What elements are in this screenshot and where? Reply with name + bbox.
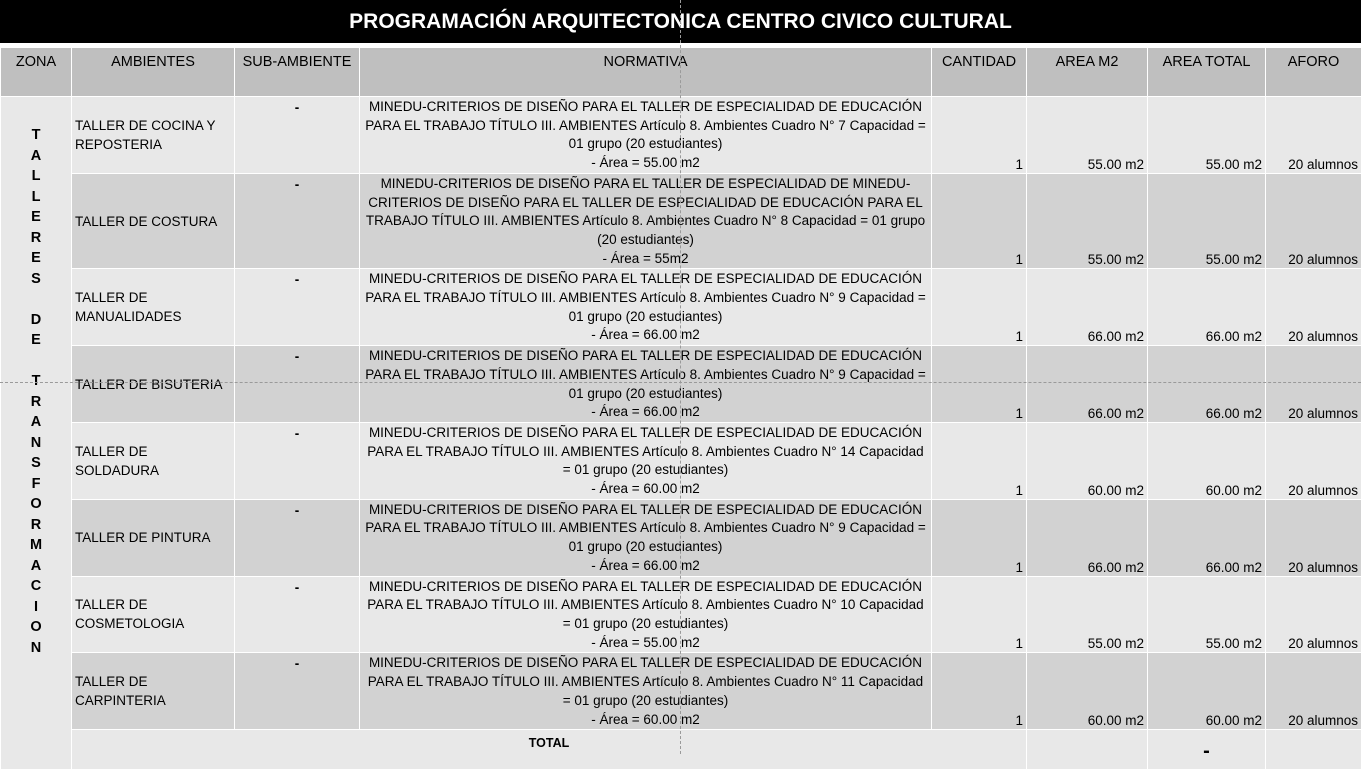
area-total-cell: 55.00 m2 xyxy=(1148,576,1266,653)
normativa-text: MINEDU-CRITERIOS DE DISEÑO PARA EL TALLER DE ESPECIALIDAD DE EDUCACIÓN PARA EL TRABAJO TÍTULO III. AMBIENTES Artículo 8. Ambientes Cuadro N° 11 Capacidad = 01 grupo (20 estudiantes) xyxy=(368,655,923,707)
zone-label-letter: D xyxy=(1,310,71,331)
normativa-area: - Área = 55.00 m2 xyxy=(591,635,699,650)
zone-label-space xyxy=(1,289,71,310)
area-cell: 66.00 m2 xyxy=(1027,269,1148,346)
cantidad-cell: 1 xyxy=(932,499,1027,576)
header-area-total: AREA TOTAL xyxy=(1148,48,1266,97)
cantidad-cell: 1 xyxy=(932,269,1027,346)
zone-label-letter: A xyxy=(1,556,71,577)
normativa-area: - Área = 66.00 m2 xyxy=(591,404,699,419)
page-guide-horizontal xyxy=(0,382,1361,383)
area-cell: 55.00 m2 xyxy=(1027,576,1148,653)
normativa-area: - Área = 60.00 m2 xyxy=(591,481,699,496)
zone-label-letter: A xyxy=(1,412,71,433)
zone-label-letter: O xyxy=(1,494,71,515)
zone-label-letter: L xyxy=(1,166,71,187)
normativa-text: MINEDU-CRITERIOS DE DISEÑO PARA EL TALLER DE ESPECIALIDAD DE EDUCACIÓN PARA EL TRABAJO TÍTULO III. AMBIENTES Artículo 8. Ambientes Cuadro N° 9 Capacidad = 01 grupo (20 estudiantes) xyxy=(365,502,926,554)
sub-ambiente-cell: - xyxy=(235,346,360,423)
aforo-cell: 20 alumnos xyxy=(1266,422,1361,499)
normativa-text: MINEDU-CRITERIOS DE DISEÑO PARA EL TALLER DE ESPECIALIDAD DE EDUCACIÓN PARA EL TRABAJO TÍTULO III. AMBIENTES Artículo 8. Ambientes Cuadro N° 14 Capacidad = 01 grupo (20 estudiantes) xyxy=(367,425,923,477)
ambiente-cell: TALLER DE BISUTERIA xyxy=(72,346,235,423)
zone-label-letter: N xyxy=(1,638,71,659)
area-cell: 60.00 m2 xyxy=(1027,653,1148,730)
zone-label-letter: C xyxy=(1,576,71,597)
header-normativa: NORMATIVA xyxy=(360,48,932,97)
ambiente-cell: TALLER DE COSTURA xyxy=(72,173,235,269)
cantidad-cell: 1 xyxy=(932,576,1027,653)
aforo-cell: 20 alumnos xyxy=(1266,576,1361,653)
normativa-cell xyxy=(360,576,932,653)
page-guide-vertical xyxy=(680,0,681,754)
zone-cell xyxy=(1,97,72,770)
area-cell: 55.00 m2 xyxy=(1027,173,1148,269)
normativa-area: - Área = 55m2 xyxy=(603,251,689,266)
area-cell: 60.00 m2 xyxy=(1027,422,1148,499)
area-total-cell: 60.00 m2 xyxy=(1148,653,1266,730)
zone-label xyxy=(1,125,71,658)
aforo-cell: 20 alumnos xyxy=(1266,97,1361,174)
page-title: PROGRAMACIÓN ARQUITECTONICA CENTRO CIVICO CULTURAL xyxy=(0,0,1361,43)
zone-label-letter: I xyxy=(1,597,71,618)
normativa-cell xyxy=(360,653,932,730)
normativa-cell xyxy=(360,173,932,269)
zone-label-letter: S xyxy=(1,453,71,474)
zone-label-letter: L xyxy=(1,187,71,208)
aforo-cell: 20 alumnos xyxy=(1266,269,1361,346)
zone-label-letter: S xyxy=(1,269,71,290)
zone-label-letter: R xyxy=(1,392,71,413)
cantidad-cell: 1 xyxy=(932,173,1027,269)
normativa-cell xyxy=(360,97,932,174)
area-cell: 66.00 m2 xyxy=(1027,499,1148,576)
sub-ambiente-cell: - xyxy=(235,422,360,499)
normativa-text: MINEDU-CRITERIOS DE DISEÑO PARA EL TALLER DE ESPECIALIDAD DE EDUCACIÓN PARA EL TRABAJO TÍTULO III. AMBIENTES Artículo 8. Ambientes Cuadro N° 10 Capacidad = 01 grupo (20 estudiantes) xyxy=(367,579,923,631)
cantidad-cell: 1 xyxy=(932,422,1027,499)
zone-label-letter: T xyxy=(1,371,71,392)
normativa-cell xyxy=(360,499,932,576)
header-area-m2: AREA M2 xyxy=(1027,48,1148,97)
area-total-cell: 55.00 m2 xyxy=(1148,97,1266,174)
aforo-cell: 20 alumnos xyxy=(1266,653,1361,730)
total-empty-cell xyxy=(1027,730,1148,770)
sub-ambiente-cell: - xyxy=(235,576,360,653)
header-ambientes: AMBIENTES xyxy=(72,48,235,97)
ambiente-cell: TALLER DE MANUALIDADES xyxy=(72,269,235,346)
cantidad-cell: 1 xyxy=(932,97,1027,174)
normativa-text: MINEDU-CRITERIOS DE DISEÑO PARA EL TALLER DE ESPECIALIDAD DE EDUCACIÓN PARA EL TRABAJO TÍTULO III. AMBIENTES Artículo 8. Ambientes Cuadro N° 9 Capacidad = 01 grupo (20 estudiantes) xyxy=(365,348,926,400)
zone-label-letter: R xyxy=(1,515,71,536)
area-total-cell: 66.00 m2 xyxy=(1148,269,1266,346)
aforo-cell: 20 alumnos xyxy=(1266,173,1361,269)
normativa-text: MINEDU-CRITERIOS DE DISEÑO PARA EL TALLER DE ESPECIALIDAD DE MINEDU-CRITERIOS DE DISEÑO PARA EL TALLER DE ESPECIALIDAD DE EDUCACIÓN PARA EL TRABAJO TÍTULO III. AMBIENTES Artículo 8. Ambientes Cuadro N° 8 Capacidad = 01 grupo (20 estudiantes) xyxy=(366,176,925,247)
ambiente-cell: TALLER DE COSMETOLOGIA xyxy=(72,576,235,653)
sub-ambiente-cell: - xyxy=(235,499,360,576)
ambiente-cell: TALLER DE SOLDADURA xyxy=(72,422,235,499)
ambiente-cell: TALLER DE PINTURA xyxy=(72,499,235,576)
total-label: TOTAL xyxy=(72,730,1027,770)
area-total-cell: 55.00 m2 xyxy=(1148,173,1266,269)
zone-label-letter: E xyxy=(1,207,71,228)
ambiente-cell: TALLER DE CARPINTERIA xyxy=(72,653,235,730)
sub-ambiente-cell: - xyxy=(235,97,360,174)
sub-ambiente-cell: - xyxy=(235,653,360,730)
sub-ambiente-cell: - xyxy=(235,173,360,269)
header-sub-ambiente: SUB-AMBIENTE xyxy=(235,48,360,97)
area-total-cell: 66.00 m2 xyxy=(1148,499,1266,576)
normativa-area: - Área = 66.00 m2 xyxy=(591,327,699,342)
area-cell: 55.00 m2 xyxy=(1027,97,1148,174)
header-zona: ZONA xyxy=(1,48,72,97)
normativa-cell xyxy=(360,422,932,499)
ambiente-cell: TALLER DE COCINA Y REPOSTERIA xyxy=(72,97,235,174)
normativa-cell xyxy=(360,269,932,346)
zone-label-letter: E xyxy=(1,330,71,351)
normativa-cell xyxy=(360,346,932,423)
zone-label-letter: M xyxy=(1,535,71,556)
area-cell: 66.00 m2 xyxy=(1027,346,1148,423)
header-aforo: AFORO xyxy=(1266,48,1361,97)
sub-ambiente-cell: - xyxy=(235,269,360,346)
normativa-text: MINEDU-CRITERIOS DE DISEÑO PARA EL TALLER DE ESPECIALIDAD DE EDUCACIÓN PARA EL TRABAJO TÍTULO III. AMBIENTES Artículo 8. Ambientes Cuadro N° 9 Capacidad = 01 grupo (20 estudiantes) xyxy=(365,271,926,323)
area-total-cell: 60.00 m2 xyxy=(1148,422,1266,499)
zone-label-letter: N xyxy=(1,433,71,454)
zone-label-letter: A xyxy=(1,146,71,167)
zone-label-space xyxy=(1,351,71,372)
area-total-cell: 66.00 m2 xyxy=(1148,346,1266,423)
zone-label-letter: R xyxy=(1,228,71,249)
cantidad-cell: 1 xyxy=(932,653,1027,730)
total-empty-cell xyxy=(1266,730,1361,770)
zone-label-letter: T xyxy=(1,125,71,146)
normativa-area: - Área = 66.00 m2 xyxy=(591,558,699,573)
zone-label-letter: O xyxy=(1,617,71,638)
cantidad-cell: 1 xyxy=(932,346,1027,423)
total-value: - xyxy=(1148,730,1266,770)
zone-label-letter: F xyxy=(1,474,71,495)
aforo-cell: 20 alumnos xyxy=(1266,346,1361,423)
zone-label-letter: E xyxy=(1,248,71,269)
header-cantidad: CANTIDAD xyxy=(932,48,1027,97)
normativa-text: MINEDU-CRITERIOS DE DISEÑO PARA EL TALLER DE ESPECIALIDAD DE EDUCACIÓN PARA EL TRABAJO TÍTULO III. AMBIENTES Artículo 8. Ambientes Cuadro N° 7 Capacidad = 01 grupo (20 estudiantes) xyxy=(365,99,926,151)
aforo-cell: 20 alumnos xyxy=(1266,499,1361,576)
normativa-area: - Área = 55.00 m2 xyxy=(591,155,699,170)
normativa-area: - Área = 60.00 m2 xyxy=(591,712,699,727)
